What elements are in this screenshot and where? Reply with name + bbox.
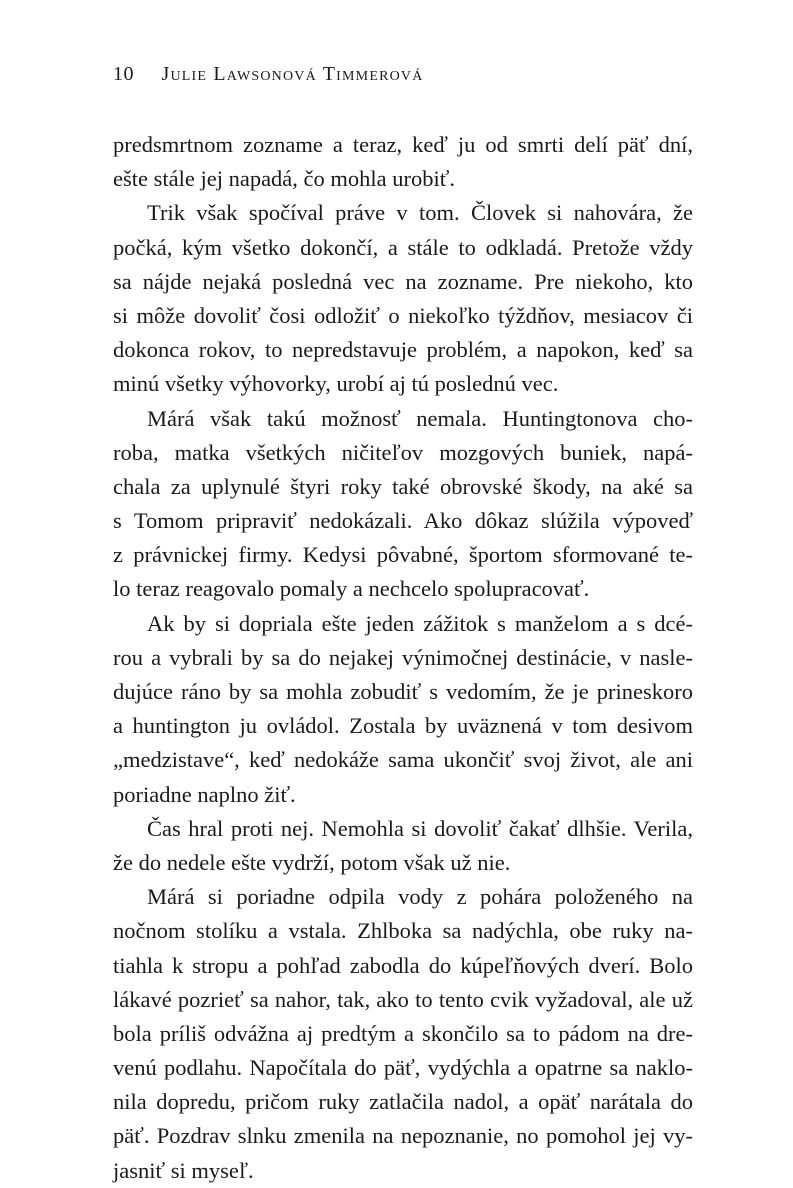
- text-line: nila dopredu, pričom ruky zatlačila nadol, a opäť narátala do: [113, 1089, 693, 1115]
- text-line: predsmrtnom zozname a teraz, keď ju od smrti delí päť dní,: [113, 132, 693, 157]
- text-line: a huntington ju ovládol. Zostala by uväznená v tom desivom: [113, 713, 693, 739]
- text-line: že do nedele ešte vydrží, potom však už nie.: [113, 849, 511, 875]
- text-line: Márá však takú možnosť nemala. Huntingtonova cho-: [147, 405, 693, 431]
- text-line: sa nájde nejaká posledná vec na zozname. Pre niekoho, kto: [113, 268, 693, 294]
- text-line: roba, matka všetkých ničiteľov mozgových buniek, napá-: [113, 439, 693, 465]
- paragraph: [113, 880, 693, 1188]
- text-line: Čas hral proti nej. Nemohla si dovoliť čakať dlhšie. Verila,: [147, 815, 693, 841]
- text-line: tiahla k stropu a pohľad zabodla do kúpeľňových dverí. Bolo: [113, 952, 693, 978]
- text-line: jasniť si myseľ.: [113, 1157, 254, 1183]
- text-line: chala za uplynulé štyri roky také obrovské škody, na aké sa: [113, 473, 693, 499]
- text-line: Ak by si dopriala ešte jeden zážitok s manželom a s dcé-: [147, 610, 693, 636]
- text-line: dokonca rokov, to nepredstavuje problém, a napokon, keď sa: [113, 337, 693, 363]
- text-line: Márá si poriadne odpila vody z pohára položeného na: [147, 884, 693, 910]
- paragraph: [113, 402, 693, 607]
- text-line: „medzistave“, keď nedokáže sama ukončiť svoj život, ale ani: [113, 747, 693, 773]
- paragraph: [113, 196, 693, 401]
- text-line: poriadne naplno žiť.: [113, 781, 296, 807]
- text-line: päť. Pozdrav slnku zmenila na nepoznanie, no pomohol jej vy-: [113, 1123, 693, 1149]
- text-line: venú podlahu. Napočítala do päť, vydýchla a opatrne sa naklo-: [113, 1055, 693, 1081]
- text-line: bola príliš odvážna aj predtým a skončilo sa to pádom na dre-: [113, 1020, 693, 1046]
- text-line: Trik však spočíval práve v tom. Človek si nahovára, že: [147, 200, 693, 226]
- text-line: si môže dovoliť čosi odložiť o niekoľko týždňov, mesiacov či: [113, 302, 693, 328]
- text-line: lo teraz reagovalo pomaly a nechcelo spolupracovať.: [113, 576, 590, 602]
- body-text: [113, 128, 693, 1188]
- page-number: 10: [113, 63, 134, 85]
- text-line: počká, kým všetko dokončí, a stále to odkladá. Pretože vždy: [113, 234, 693, 260]
- author-name: Julie Lawsonová Timmerová: [161, 63, 424, 85]
- text-line: nočnom stolíku a vstala. Zhlboka sa nadýchla, obe ruky na-: [113, 918, 693, 944]
- text-line: minú všetky výhovorky, urobí aj tú poslednú vec.: [113, 371, 559, 397]
- text-line: lákavé pozrieť sa nahor, tak, ako to tento cvik vyžadoval, ale už: [113, 986, 693, 1012]
- paragraph: [113, 128, 693, 196]
- text-line: dujúce ráno by sa mohla zobudiť s vedomím, že je prineskoro: [113, 679, 693, 704]
- paragraph: [113, 812, 693, 880]
- text-line: ešte stále jej napadá, čo mohla urobiť.: [113, 166, 455, 192]
- paragraph: [113, 607, 693, 812]
- running-header: [113, 63, 424, 86]
- text-line: rou a vybrali by sa do nejakej výnimočnej destinácie, v nasle-: [113, 644, 693, 670]
- text-line: z právnickej firmy. Kedysi pôvabné, športom sformované te-: [113, 542, 693, 568]
- text-line: s Tomom pripraviť nedokázali. Ako dôkaz slúžila výpoveď: [113, 508, 693, 534]
